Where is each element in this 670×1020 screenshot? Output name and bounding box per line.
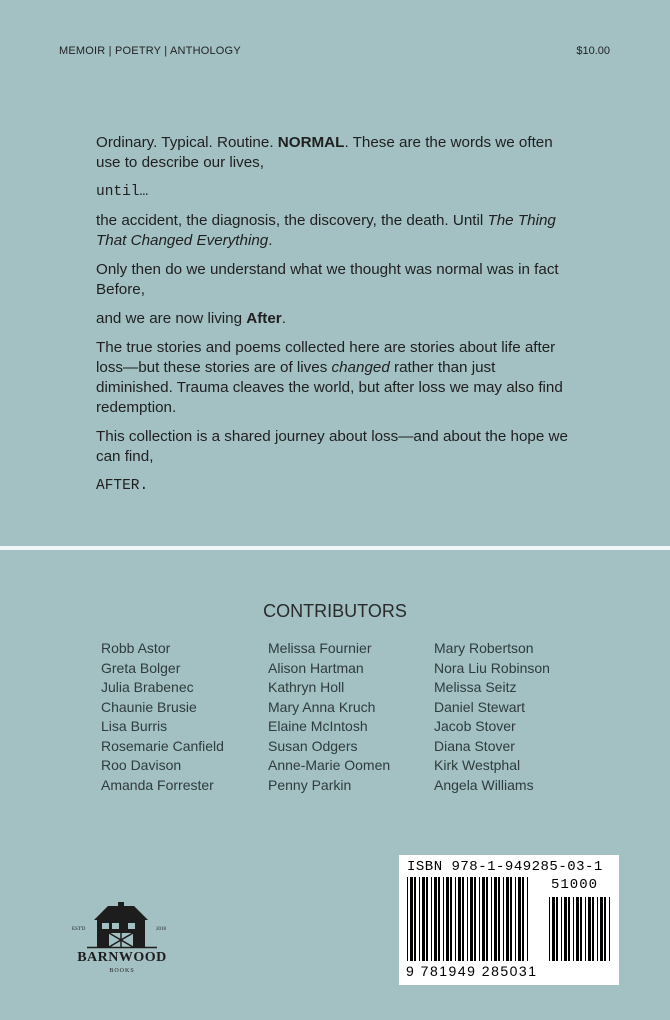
blurb-text: . — [281, 310, 286, 327]
contributor-name: Alison Hartman — [268, 659, 364, 676]
logo-year: 2018 — [156, 927, 166, 932]
contributor-name: Amanda Forrester — [101, 776, 214, 793]
contributor-name: Greta Bolger — [101, 659, 181, 676]
blurb-paragraph-6 — [96, 338, 574, 418]
contributor-name: Julia Brabenec — [101, 679, 194, 695]
blurb-italic-thing: The Thing That Changed Everything — [96, 212, 556, 249]
blurb-text: The true stories and poems collected here are stories about life after loss—but these stories are of lives — [96, 339, 556, 376]
contributor-name: Mary Anna Kruch — [268, 698, 376, 715]
blurb-paragraph-4: Only then do we understand what we thought was normal was in fact Before, — [96, 261, 559, 298]
publisher-sub: BOOKS — [109, 968, 135, 974]
blurb-after-closing: AFTER. — [96, 478, 149, 494]
blurb-text: the accident, the diagnosis, the discovery, the death. Until — [96, 212, 488, 229]
genre-label: MEMOIR | POETRY | ANTHOLOGY — [59, 45, 241, 57]
section-divider — [0, 546, 670, 550]
back-cover-blurb — [96, 133, 574, 505]
contributors-column-2 — [268, 639, 390, 795]
blurb-emphasis-after: After — [246, 310, 282, 327]
contributor-name: Susan Odgers — [268, 737, 358, 754]
contributor-name: Diana Stover — [434, 737, 515, 754]
contributors-title: CONTRIBUTORS — [263, 601, 407, 621]
contributor-name: Rosemarie Canfield — [101, 737, 224, 754]
contributors-column-1 — [101, 639, 224, 795]
blurb-paragraph-1 — [96, 133, 574, 173]
contributor-name: Anne-Marie Oomen — [268, 757, 391, 773]
contributor-name: Robb Astor — [101, 640, 171, 656]
blurb-paragraph-3 — [96, 211, 574, 251]
contributor-name: Kathryn Holl — [268, 679, 345, 695]
blurb-paragraph-5 — [96, 309, 574, 329]
contributor-name: Jacob Stover — [434, 718, 516, 734]
contributor-name: Mary Robertson — [434, 640, 534, 656]
contributor-name: Melissa Fournier — [268, 640, 372, 656]
blurb-until: until… — [96, 184, 149, 200]
isbn-barcode — [399, 855, 619, 985]
contributors-column-3 — [434, 639, 550, 795]
blurb-emphasis-normal: NORMAL — [277, 134, 345, 151]
contributor-name: Nora Liu Robinson — [434, 659, 550, 676]
blurb-text: Ordinary. Typical. Routine. — [96, 134, 278, 151]
publisher-logo — [72, 900, 172, 1010]
blurb-text: . — [268, 232, 273, 249]
contributor-name: Chaunie Brusie — [101, 698, 197, 715]
price-label: $10.00 — [576, 45, 610, 57]
contributor-name: Daniel Stewart — [434, 698, 526, 715]
contributor-name: Angela Williams — [434, 776, 534, 793]
contributor-name: Melissa Seitz — [434, 679, 517, 695]
isbn-number: ISBN 978-1-949285-03-1 — [407, 859, 603, 875]
blurb-text: and we are now living — [96, 310, 247, 327]
contributor-name: Roo Davison — [101, 757, 182, 773]
ean-digits: 9 781949 285031 — [406, 963, 538, 979]
blurb-text: . These are the words we often use to describe our lives, — [96, 134, 553, 171]
price-code: 51000 — [551, 877, 599, 893]
barn-icon — [72, 900, 172, 950]
contributor-name: Elaine McIntosh — [268, 718, 368, 734]
blurb-italic-changed: changed — [331, 359, 390, 376]
logo-est-label: EST'D — [72, 927, 86, 932]
blurb-paragraph-7: This collection is a shared journey about loss—and about the hope we can find, — [96, 428, 568, 465]
blurb-text: rather than just diminished. Trauma cleaves the world, but after loss we may also find redemption. — [96, 359, 563, 416]
contributor-name: Kirk Westphal — [434, 757, 521, 773]
contributor-name: Lisa Burris — [101, 718, 168, 734]
publisher-name: BARNWOOD — [77, 950, 167, 965]
contributor-name: Penny Parkin — [268, 776, 352, 793]
